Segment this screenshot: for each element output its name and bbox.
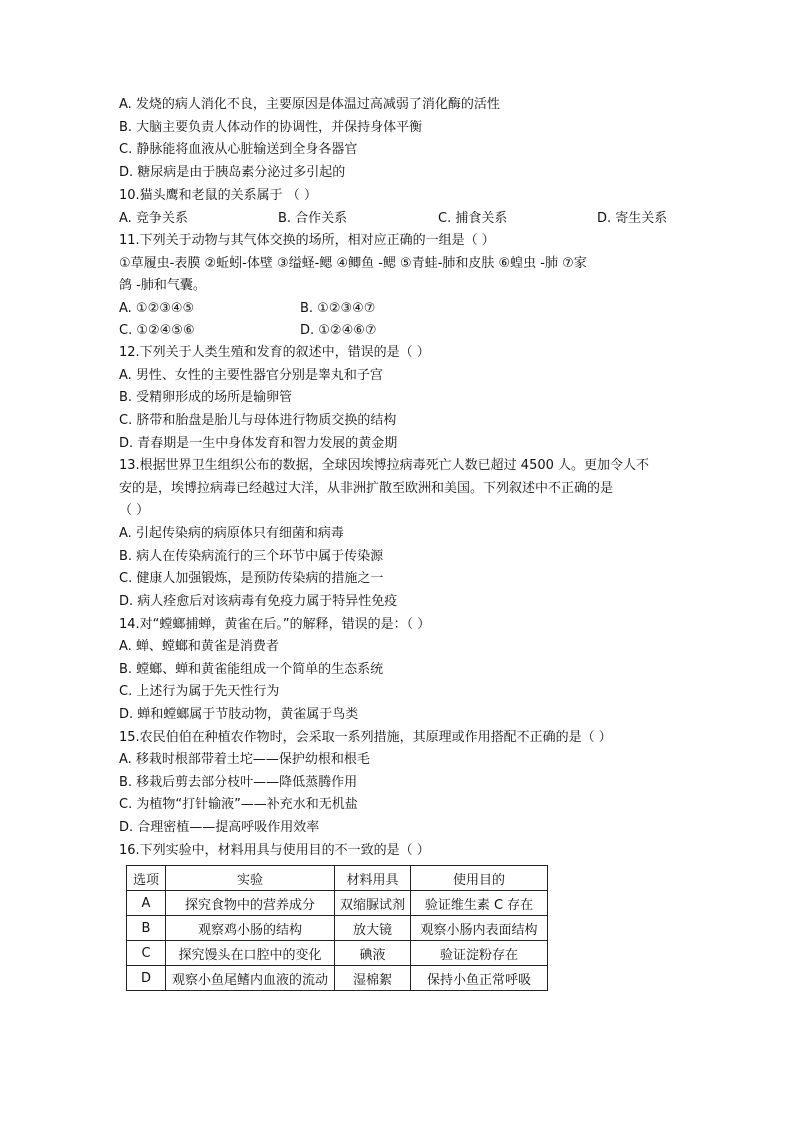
q11-option-c: C. ①②④⑤⑥	[119, 323, 195, 338]
table-cell: 探究馒头在口腔中的变化	[166, 941, 335, 966]
table-cell: 放大镜	[335, 916, 411, 941]
q11-option-b: B. ①②③④⑦	[300, 301, 376, 316]
table-row	[127, 891, 548, 916]
q15-option-c: C. 为植物“打针输液”——补充水和无机盐	[119, 797, 358, 812]
q11-option-a: A. ①②③④⑤	[119, 301, 195, 316]
q12-option-b: B. 受精卵形成的场所是输卵管	[119, 390, 293, 405]
q15-option-a: A. 移栽时根部带着土坨——保护幼根和根毛	[119, 752, 370, 767]
q11-option-d: D. ①②④⑥⑦	[300, 323, 377, 338]
q10-option-b: B. 合作关系	[278, 211, 348, 226]
q11-items-line2: 鸽 -肺和气囊。	[119, 278, 206, 293]
q13-option-c: C. 健康人加强锻炼，是预防传染病的措施之一	[119, 571, 384, 586]
table-row	[127, 941, 548, 966]
q15-stem: 15.农民伯伯在种植农作物时，会采取一系列措施，其原理或作用搭配不正确的是（ ）	[119, 730, 612, 745]
table-cell: 验证淀粉存在	[411, 941, 548, 966]
q10-option-a: A. 竞争关系	[119, 211, 188, 226]
q10-stem: 10.猫头鹰和老鼠的关系属于 （ ）	[119, 188, 317, 203]
table-cell: 保持小鱼正常呼吸	[411, 966, 548, 991]
q16-stem: 16.下列实验中，材料用具与使用目的不一致的是（ ）	[119, 843, 430, 858]
q13-stem-line2: 安的是，埃博拉病毒已经越过大洋，从非洲扩散至欧洲和美国。下列叙述中不正确的是	[119, 481, 614, 496]
q12-option-c: C. 脐带和胎盘是胎儿与母体进行物质交换的结构	[119, 413, 397, 428]
q10-option-d: D. 寄生关系	[597, 211, 668, 226]
table-header-cell: 使用目的	[411, 866, 548, 891]
q13-option-b: B. 病人在传染病流行的三个环节中属于传染源	[119, 549, 384, 564]
q12-option-a: A. 男性、女性的主要性器官分别是睾丸和子宫	[119, 368, 383, 383]
q14-stem: 14.对“螳螂捕蝉，黄雀在后。”的解释，错误的是：（ ）	[119, 617, 431, 632]
q13-stem-line1: 13.根据世界卫生组织公布的数据，全球因埃博拉病毒死亡人数已超过 4500 人。更加令人不	[119, 458, 650, 473]
table-header-cell: 选项	[127, 866, 166, 891]
q11-stem: 11.下列关于动物与其气体交换的场所，相对应正确的一组是（ ）	[119, 233, 495, 248]
table-cell: 验证维生素 C 存在	[411, 891, 548, 916]
q12-stem: 12.下列关于人类生殖和发育的叙述中，错误的是（ ）	[119, 345, 430, 360]
q13-option-d: D. 病人痊愈后对该病毒有免疫力属于特异性免疫	[119, 594, 398, 609]
table-cell: 双缩脲试剂	[335, 891, 411, 916]
table-header-cell: 实验	[166, 866, 335, 891]
q12-option-d: D. 青春期是一生中身体发育和智力发展的黄金期	[119, 436, 398, 451]
table-cell: 探究食物中的营养成分	[166, 891, 335, 916]
q9-option-d: D. 糖尿病是由于胰岛素分泌过多引起的	[119, 165, 346, 180]
q13-option-a: A. 引起传染病的病原体只有细菌和病毒	[119, 526, 344, 541]
table-header-row	[127, 866, 548, 891]
table-row	[127, 966, 548, 991]
table-cell: A	[127, 891, 166, 916]
q15-option-d: D. 合理密植——提高呼吸作用效率	[119, 820, 320, 835]
q10-option-c: C. 捕食关系	[438, 211, 508, 226]
table-row	[127, 916, 548, 941]
table-cell: 碘液	[335, 941, 411, 966]
q14-option-d: D. 蝉和螳螂属于节肢动物，黄雀属于鸟类	[119, 707, 359, 722]
table-cell: D	[127, 966, 166, 991]
q15-option-b: B. 移栽后剪去部分枝叶——降低蒸腾作用	[119, 775, 358, 790]
q9-option-b: B. 大脑主要负责人体动作的协调性，并保持身体平衡	[119, 120, 423, 135]
q14-option-b: B. 螳螂、蝉和黄雀能组成一个简单的生态系统	[119, 662, 384, 677]
table-cell: 观察小鱼尾鳍内血液的流动	[166, 966, 335, 991]
table-header-cell: 材料用具	[335, 866, 411, 891]
table-cell: 观察小肠内表面结构	[411, 916, 548, 941]
q9-option-a: A. 发烧的病人消化不良，主要原因是体温过高减弱了消化酶的活性	[119, 97, 500, 112]
q9-option-c: C. 静脉能将血液从心脏输送到全身各器官	[119, 142, 358, 157]
experiment-table	[126, 865, 548, 991]
q11-items-line1: ①草履虫-表膜 ②蚯蚓-体壁 ③缢蛏-鳃 ④鲫鱼 -鳃 ⑤青蛙-肺和皮肤 ⑥蝗虫 -肺 ⑦家	[119, 256, 587, 271]
table-cell: B	[127, 916, 166, 941]
table-cell: 观察鸡小肠的结构	[166, 916, 335, 941]
q14-option-c: C. 上述行为属于先天性行为	[119, 684, 280, 699]
table-cell: 湿棉絮	[335, 966, 411, 991]
q14-option-a: A. 蝉、螳螂和黄雀是消费者	[119, 639, 279, 654]
table-cell: C	[127, 941, 166, 966]
q13-stem-line3: （ ）	[119, 503, 150, 518]
